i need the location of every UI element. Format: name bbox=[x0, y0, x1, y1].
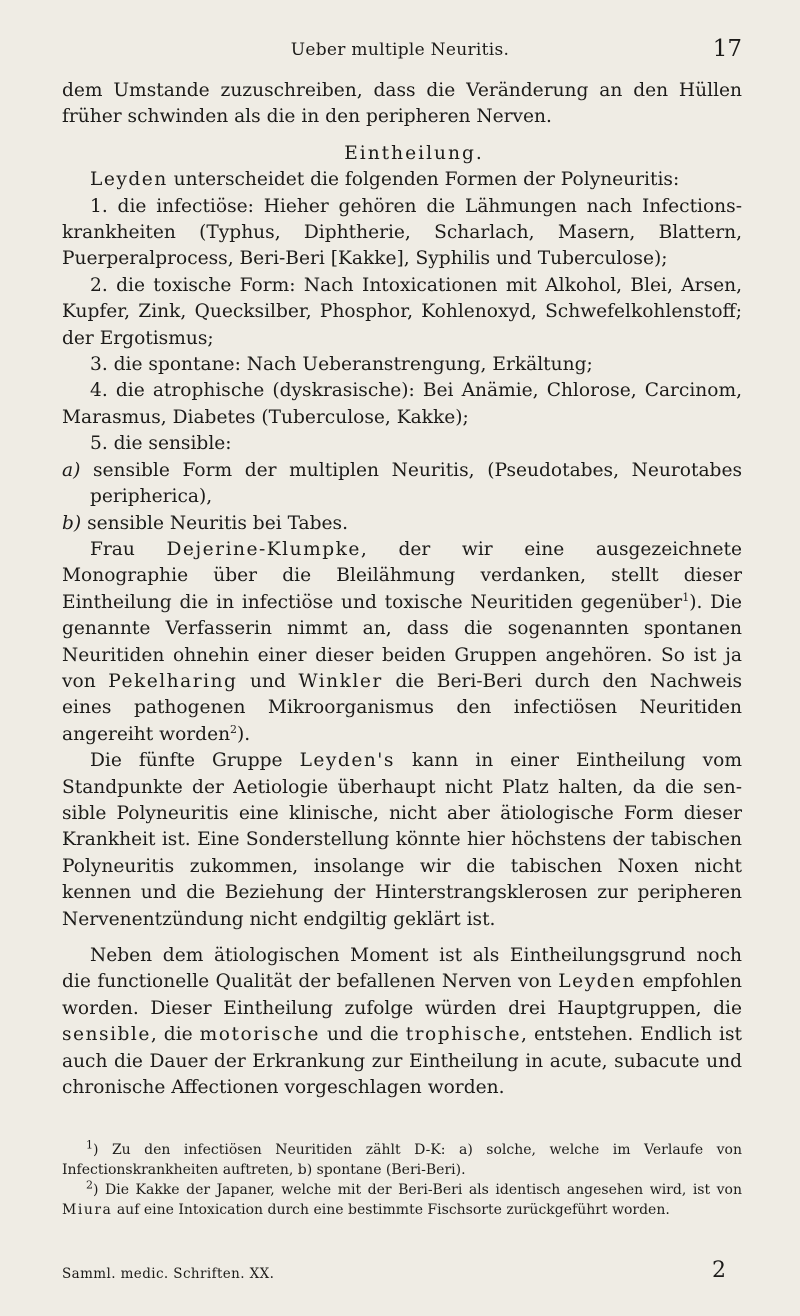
author-name: Winkler bbox=[298, 670, 383, 692]
footnote-1: $^1$) Zu den infectiösen Neuritiden zählt D-K: a) solche, welche im Verlaufe von Infectionskrankheiten auftreten, b) spontane (Beri-Beri). bbox=[62, 1138, 742, 1178]
author-name: Leyden bbox=[90, 169, 168, 191]
running-title: Ueber multiple Neuritis. bbox=[290, 40, 510, 60]
footnote-2: $^2$) Die Kakke der Japaner, welche mit der Beri-Beri als identisch angesehen wird, ist von Miura auf eine Intoxication durch eine bestimmte Fischsorte zurückgeführt worden. bbox=[62, 1178, 742, 1218]
list-item-spontaneous: 3. die spontane: Nach Ueberanstrengung, Erkältung; bbox=[90, 354, 593, 376]
author-name: Miura bbox=[62, 1202, 113, 1218]
paragraph-fifth-group: Die fünfte Gruppe Leyden's kann in einer Eintheilung vom Standpunkte der Aetiologie überhaupt nicht Platz halten, da die sensible Polyneuritis eine klinische, nicht aber ätiologische Form dieser Krankheit ist. Eine Sonderstellung könnte hier höchstens der tabischen Polyneuritis zukommen, insolange wir die tabischen Noxen nicht kennen und die Beziehung der Hinterstrangsklerosen zur peripheren Nervenentzündung nicht endgiltig geklärt ist. bbox=[62, 750, 742, 930]
paragraph-leyden-forms: Leyden unterscheidet die folgenden Formen der Polyneuritis: bbox=[90, 169, 680, 191]
footnotes bbox=[62, 1140, 742, 1220]
list-subitem-a: a) sensible Form der multiplen Neuritis, (Pseudotabes, Neurotabes peripherica), bbox=[62, 459, 742, 508]
paragraph-functional: Neben dem ätiologischen Moment ist als Eintheilungsgrund noch die functionelle Qualität der befallenen Nerven von Leyden empfohlen worden. Dieser Eintheilung zufolge würden drei Hauptgruppen, die sensible, die motorische und die trophische, entstehen. Endlich ist auch die Dauer der Erkrankung zur Eintheilung in acute, subacute und chronische Affectionen vorgeschlagen worden. bbox=[62, 945, 742, 1099]
list-item-toxic: 2. die toxische Form: Nach Intoxicationen mit Alkohol, Blei, Arsen, Kupfer, Zink, Quecksilber, Phosphor, Kohlenoxyd, Schwefelkohlenstoff; der Ergotismus; bbox=[62, 274, 742, 349]
running-head bbox=[0, 36, 800, 66]
author-name: Dejerine-Klumpke bbox=[166, 538, 361, 560]
signature-mark: 2 bbox=[712, 1258, 726, 1283]
signature-line bbox=[62, 1258, 742, 1288]
list-item-infectious: 1. die infectiöse: Hieher gehören die Lähmungen nach Infectionskrankheiten (Typhus, Diphtherie, Scharlach, Masern, Blattern, Puerperalprocess, Beri-Beri [Kakke], Syphilis und Tuberculose); bbox=[62, 195, 742, 270]
section-heading: Eintheilung. bbox=[344, 142, 484, 164]
author-name: Pekelharing bbox=[108, 670, 238, 692]
footnote-ref: 2 bbox=[230, 722, 238, 736]
collection-title: Samml. medic. Schriften. XX. bbox=[62, 1266, 275, 1282]
list-item-sensible: 5. die sensible: bbox=[90, 433, 232, 455]
page-number: 17 bbox=[712, 36, 742, 62]
list-item-atrophic: 4. die atrophische (dyskrasische): Bei Anämie, Chlorose, Carcinom, Marasmus, Diabetes (Tuberculose, Kakke); bbox=[62, 380, 742, 428]
list-subitem-b: b) sensible Neuritis bei Tabes. bbox=[62, 512, 348, 534]
paragraph-continuation: dem Umstande zuzuschreiben, dass die Veränderung an den Hüllen früher schwinden als die in den peripheren Nerven. bbox=[62, 80, 742, 128]
author-name: Leyden bbox=[558, 971, 636, 993]
footnote-ref: 1 bbox=[682, 590, 690, 604]
author-name: Leyden's bbox=[299, 750, 395, 772]
paragraph-dejerine: Frau Dejerine-Klumpke, der wir eine ausgezeichnete Monographie über die Bleilähmung verdanken, stellt dieser Eintheilung die in infectiöse und toxische Neuritiden gegenüber$^1$). Die genannte Verfasserin nimmt an, dass die sogenannten spontanen Neuritiden ohnehin einer dieser beiden Gruppen angehören. So ist ja von Pekelharing und Winkler die Beri-Beri durch den Nachweis eines pathogenen Mikroorganismus den infectiösen Neuritiden angereiht worden$^2$). bbox=[62, 538, 742, 745]
body-text bbox=[62, 78, 742, 1101]
